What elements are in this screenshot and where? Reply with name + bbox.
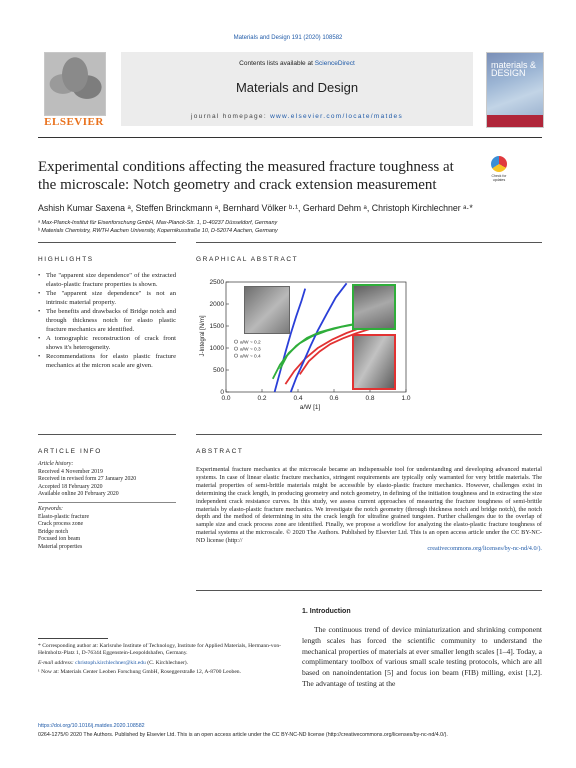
x-tick-label: 0.4: [293, 395, 303, 402]
graphical-abstract-rule: [196, 242, 542, 243]
sem-inset-red: [352, 334, 396, 390]
keyword: Elasto-plastic fracture: [38, 513, 90, 520]
y-axis-label: J-Integral [N/m]: [200, 315, 206, 357]
history-item: Accepted 18 February 2020: [38, 483, 103, 490]
history-item: Received in revised form 27 January 2020: [38, 476, 137, 483]
footnotes: [38, 643, 284, 679]
article-title: Experimental conditions affecting the measured fracture toughness at the microscale: Notch geometry and crack extension measurement: [38, 159, 454, 193]
crossmark-icon: [491, 156, 507, 172]
legend-label: a/W ~ 0.4: [240, 354, 261, 360]
header-rule: [38, 137, 542, 138]
keyword: Material properties: [38, 543, 83, 550]
corresponding-author-note: * Corresponding author at: Karlsruhe Institute of Technology, Institute for Applied Materials, Hermann-von-Helmholtz-Platz 1, D-76344 Eggenstein-Leopoldshafen, Germany.: [38, 643, 282, 657]
journal-cover[interactable]: [486, 52, 544, 128]
y-tick-label: 1000: [209, 345, 224, 352]
homepage-prefix: journal homepage:: [191, 113, 267, 120]
check-for-updates-badge[interactable]: [488, 156, 510, 186]
highlights-rule: [38, 242, 176, 243]
sem-inset-green: [352, 284, 396, 330]
y-tick-label: 2500: [209, 279, 224, 286]
article-info-rule: [38, 434, 176, 435]
highlight-item: • A tomographic reconstruction of crack front shows it's heterogeneity.: [46, 335, 176, 352]
email-note: [38, 660, 284, 667]
elsevier-logo[interactable]: [38, 52, 110, 130]
cover-title: materials & DESIGN: [491, 60, 537, 78]
sem-inset-bridge-notch: [244, 286, 290, 334]
highlight-item: • The "apparent size dependence" of the extracted elasto-plastic fracture properties is shown.: [46, 272, 176, 289]
doi-link[interactable]: https://doi.org/10.1016/j.matdes.2020.108582: [38, 723, 145, 729]
abstract-rule: [196, 434, 542, 435]
highlight-item: • The "apparent size dependence" is not an intrinsic material property.: [46, 290, 176, 307]
highlights-list: [38, 272, 176, 372]
abstract-bottom-rule: [196, 590, 542, 591]
y-tick-label: 500: [213, 367, 224, 374]
footnote-rule: [38, 638, 108, 639]
sciencedirect-link[interactable]: ScienceDirect: [314, 60, 355, 67]
journal-homepage: [121, 113, 473, 120]
legend-label: a/W ~ 0.2: [240, 340, 261, 346]
introduction-heading: 1. Introduction: [302, 608, 351, 615]
contents-line: [121, 60, 473, 67]
graphical-abstract-figure: [196, 276, 416, 411]
y-tick-label: 0: [220, 389, 224, 396]
journal-title: Materials and Design: [235, 80, 359, 95]
introduction-text: The continuous trend of device miniaturization and shrinking component length scales has forced the scientific community to understand the mechanical properties of materials at ever smaller length scales [1–4]. Today, a complimentary toolbox of various small scale testing protocols, which are all based on nanoindentation [5] and focus ion beam (FIB) milling, exist [1,2]. The advantage of testing at the: [302, 625, 542, 688]
legend-marker: [234, 347, 237, 350]
highlight-item: • Recommendations for elasto plastic fracture mechanics at the micron scale are given.: [46, 353, 176, 370]
legend-marker: [234, 340, 237, 343]
email-label: E-mail address:: [38, 659, 74, 666]
article-info-heading: ARTICLE INFO: [38, 448, 102, 455]
journal-reference[interactable]: Materials and Design 191 (2020) 108582: [233, 35, 343, 41]
crossmark-label: Check for updates: [491, 174, 507, 182]
article-info: [38, 461, 176, 552]
cover-stripe: [487, 115, 543, 127]
history-item: Received 4 November 2019: [38, 468, 103, 475]
keyword: Focused ion beam: [38, 536, 81, 543]
tree-logo-icon: [44, 52, 106, 116]
graphical-abstract-heading: GRAPHICAL ABSTRACT: [196, 256, 299, 263]
affiliation-b: ᵇ Materials Chemistry, RWTH Aachen University, Kopernikusstraße 10, D-52074 Aachen, Germany: [38, 228, 278, 234]
x-tick-label: 0.8: [365, 395, 375, 402]
y-tick-label: 1500: [209, 323, 224, 330]
x-axis-label: a/W [1]: [299, 404, 321, 411]
history-item: Available online 20 February 2020: [38, 491, 119, 498]
abstract-copyright: © 2020 The Authors. Published by Elsevier Ltd. This is an open access article under the CC BY-NC-ND license (http://: [196, 529, 543, 545]
x-tick-label: 0.6: [329, 395, 339, 402]
now-at-note: ¹ Now at: Materials Center Leoben Forschung GmbH, Roseggerstraße 12, A-8700 Leoben.: [38, 669, 242, 676]
highlight-item: • The benefits and drawbacks of Bridge notch and through thickness notch for elasto plastic fracture mechanics are identified.: [46, 308, 176, 334]
x-tick-label: 1.0: [401, 395, 411, 402]
publisher-logo-text: ELSEVIER: [44, 116, 104, 128]
x-tick-label: 0.2: [257, 395, 267, 402]
homepage-link[interactable]: www.elsevier.com/locate/matdes: [270, 113, 403, 120]
licence-line: 0264-1275/© 2020 The Authors. Published by Elsevier Ltd. This is an open access article under the CC BY-NC-ND license (http://creativecommons.org/licenses/by-nc-nd/4.0/).: [38, 732, 448, 738]
keywords-heading: Keywords:: [38, 505, 63, 512]
abstract-heading: ABSTRACT: [196, 448, 244, 455]
y-tick-label: 2000: [209, 301, 224, 308]
email-suffix: (C. Kirchlechner).: [147, 659, 189, 666]
legend-label: a/W ~ 0.3: [240, 347, 261, 353]
license-link[interactable]: creativecommons.org/licenses/by-nc-nd/4.0/).: [427, 545, 542, 553]
legend-marker: [234, 354, 237, 357]
contents-prefix: Contents lists available at: [239, 60, 313, 67]
keyword: Bridge notch: [38, 528, 69, 535]
history-heading: Article history:: [38, 461, 74, 467]
keyword: Crack process zone: [38, 521, 84, 528]
affiliation-a: ᵃ Max-Planck-Institut für Eisenforschung GmbH, Max-Planck-Str. 1, D-40237 Düsseldorf, Germany: [38, 220, 278, 226]
abstract-text: [196, 466, 542, 553]
author-list: Ashish Kumar Saxena ᵃ, Steffen Brinckmann ᵃ, Bernhard Völker ᵇ·¹, Gerhard Dehm ᵃ, Christoph Kirchlechner ᵃ·*: [38, 203, 473, 213]
highlights-heading: HIGHLIGHTS: [38, 256, 94, 263]
email-link[interactable]: christoph.kirchlechner@kit.edu: [75, 659, 146, 666]
abstract-body: Experimental fracture mechanics at the microscale became an indispensable tool for understanding and developing advanced material systems. In case of linear elastic fracture mechanics, stringent requirements are typically only warranted for very brittle materials. The material properties of semi-brittle materials might be accessible by elasto-plastic fracture mechanics. However, challenges exist in determining the crack length, in producing geometry and notch geometry, in defining of the initiation toughness and in extracting the size independent crack resistance curves. In this study, we assess current approaches of measuring the fracture toughness of semi-brittle materials by elasto-plastic fracture mechanics. We investigate the notch geometry (through thickness notch and bridge notch), the notch depth and the method of determining in situ the crack length for ultrafine grained tungsten. Further challenges due to the overlap of sample size and crack process zone are identified. Finally, we propose a workflow for analyzing the elasto-plastic fracture toughness of material systems at the microscale.: [196, 466, 542, 537]
article-info-separator: [38, 502, 176, 503]
x-tick-label: 0.0: [221, 395, 231, 402]
